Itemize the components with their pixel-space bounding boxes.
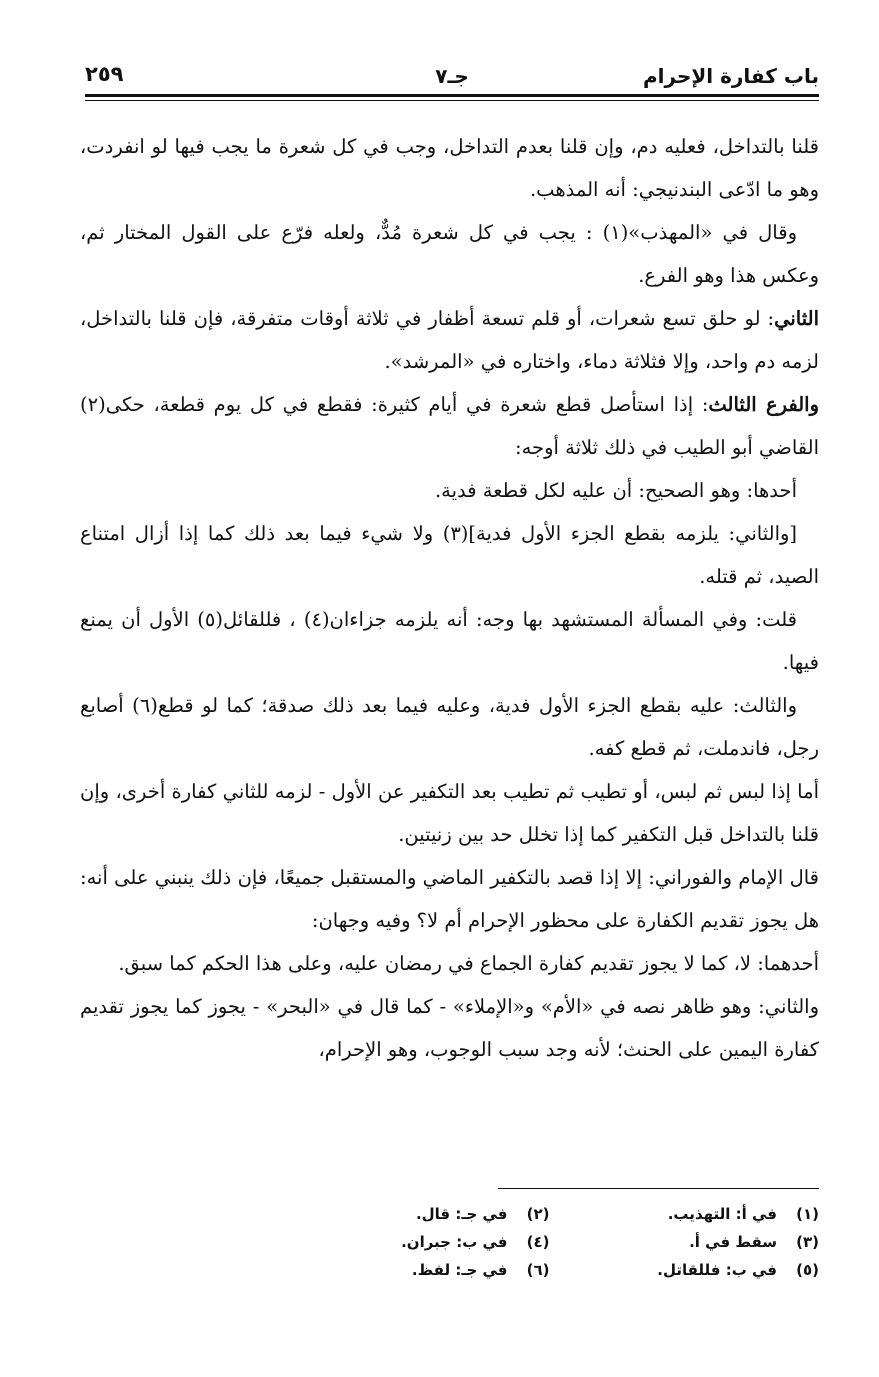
- footnote-number: (٢): [526, 1205, 550, 1223]
- footnote-number: (٣): [796, 1233, 819, 1251]
- paragraph-text: قال الإمام والفوراني: إلا إذا قصد بالتكفير الماضي والمستقبل جميعًا، فإن ذلك ينبني على أنه: هل يجوز تقديم الكفارة على محظور الإحرام أم لا؟ وفيه وجهان:: [80, 866, 819, 932]
- paragraph-12: [80, 985, 819, 1071]
- paragraph-8: [80, 684, 819, 770]
- paragraph-text: [والثاني: يلزمه بقطع الجزء الأول فدية](٣) ولا شيء فيما بعد ذلك كما إذا أزال امتناع الصيد، ثم قتله.: [80, 522, 819, 588]
- paragraph-10: [80, 856, 819, 942]
- paragraph-9: [80, 770, 819, 856]
- footnote-2: [280, 1200, 550, 1228]
- paragraph-1: [80, 125, 819, 211]
- footnote-text: في جـ: لفظ.: [411, 1261, 508, 1279]
- paragraph-lead: والفرع الثالث: [708, 393, 819, 416]
- paragraph-text: قلنا بالتداخل، فعليه دم، وإن قلنا بعدم التداخل، وجب في كل شعرة ما يجب فيها لو انفردت، وهو ما ادّعى البندنيجي: أنه المذهب.: [80, 135, 819, 201]
- footnote-number: (٤): [526, 1233, 550, 1251]
- paragraph-text: قلت: وفي المسألة المستشهد بها وجه: أنه يلزمه جزاءان(٤) ، فللقائل(٥) الأول أن يمنع فيها.: [80, 608, 819, 674]
- paragraph-text: والثاني: وهو ظاهر نصه في «الأم» و«الإملاء» - كما قال في «البحر» - يجوز كما يجوز تقديم كفارة اليمين على الحنث؛ لأنه وجد سبب الوجوب، وهو الإحرام،: [80, 995, 819, 1061]
- paragraph-4: [80, 383, 819, 469]
- paragraph-2: [80, 211, 819, 297]
- footnote-text: في أ: التهذيب.: [667, 1205, 777, 1223]
- footnote-6: [280, 1256, 550, 1284]
- paragraph-3: [80, 297, 819, 383]
- main-text: [80, 125, 819, 1071]
- paragraph-lead: الثاني: [774, 307, 819, 330]
- paragraph-11: [80, 942, 819, 985]
- header-rule-thin: [85, 100, 819, 101]
- footnote-row: [280, 1200, 819, 1228]
- footnote-text: في ب: فللقاتل.: [657, 1261, 777, 1279]
- running-header: [85, 58, 819, 94]
- chapter-title: باب كفارة الإحرام: [642, 64, 819, 88]
- paragraph-text: : لو حلق تسع شعرات، أو قلم تسعة أظفار في ثلاثة أوقات متفرقة، فإن قلنا بالتداخل، لزمه دم واحد، وإلا فثلاثة دماء، واختاره في «المرشد».: [80, 307, 819, 373]
- paragraph-text: والثالث: عليه بقطع الجزء الأول فدية، وعليه فيما بعد ذلك صدقة؛ كما لو قطع(٦) أصابع رجل، فاندملت، ثم قطع كفه.: [80, 694, 819, 760]
- paragraph-5: [80, 469, 819, 512]
- footnote-text: في جـ: قال.: [415, 1205, 508, 1223]
- paragraph-text: وقال في «المهذب»(١) : يجب في كل شعرة مُدٌّ، ولعله فرّع على القول المختار ثم، وعكس هذا وهو الفرع.: [80, 221, 819, 287]
- footnote-number: (٥): [796, 1261, 819, 1279]
- paragraph-text: أحدهما: لا، كما لا يجوز تقديم كفارة الجماع في رمضان عليه، وعلى هذا الحكم كما سبق.: [118, 952, 819, 975]
- footnote-separator: [498, 1188, 819, 1189]
- footnote-5: [550, 1256, 820, 1284]
- footnote-number: (٦): [526, 1261, 550, 1279]
- footnote-4: [280, 1228, 550, 1256]
- footnote-row: [280, 1256, 819, 1284]
- footnote-row: [280, 1228, 819, 1256]
- paragraph-text: أحدها: وهو الصحيح: أن عليه لكل قطعة فدية.: [434, 479, 797, 502]
- paragraph-text: : إذا استأصل قطع شعرة في أيام كثيرة: فقطع في كل يوم قطعة، حكى(٢) القاضي أبو الطيب في ذلك ثلاثة أوجه:: [80, 393, 819, 459]
- paragraph-text: أما إذا لبس ثم لبس، أو تطيب ثم تطيب بعد التكفير عن الأول - لزمه للثاني كفارة أخرى، وإن قلنا بالتداخل قبل التكفير كما إذا تخلل حد بين زنيتين.: [80, 780, 819, 846]
- footnote-number: (١): [796, 1205, 819, 1223]
- paragraph-6: [80, 512, 819, 598]
- footnote-3: [550, 1228, 820, 1256]
- page-number: ٢٥٩: [85, 62, 124, 86]
- paragraph-7: [80, 598, 819, 684]
- footnotes: [280, 1200, 819, 1284]
- footnote-1: [550, 1200, 820, 1228]
- footnote-text: سقط في أ.: [689, 1233, 777, 1251]
- header-rule-thick: [85, 94, 819, 97]
- footnote-text: في ب: جبران.: [401, 1233, 508, 1251]
- volume-number: جـ٧: [435, 64, 469, 88]
